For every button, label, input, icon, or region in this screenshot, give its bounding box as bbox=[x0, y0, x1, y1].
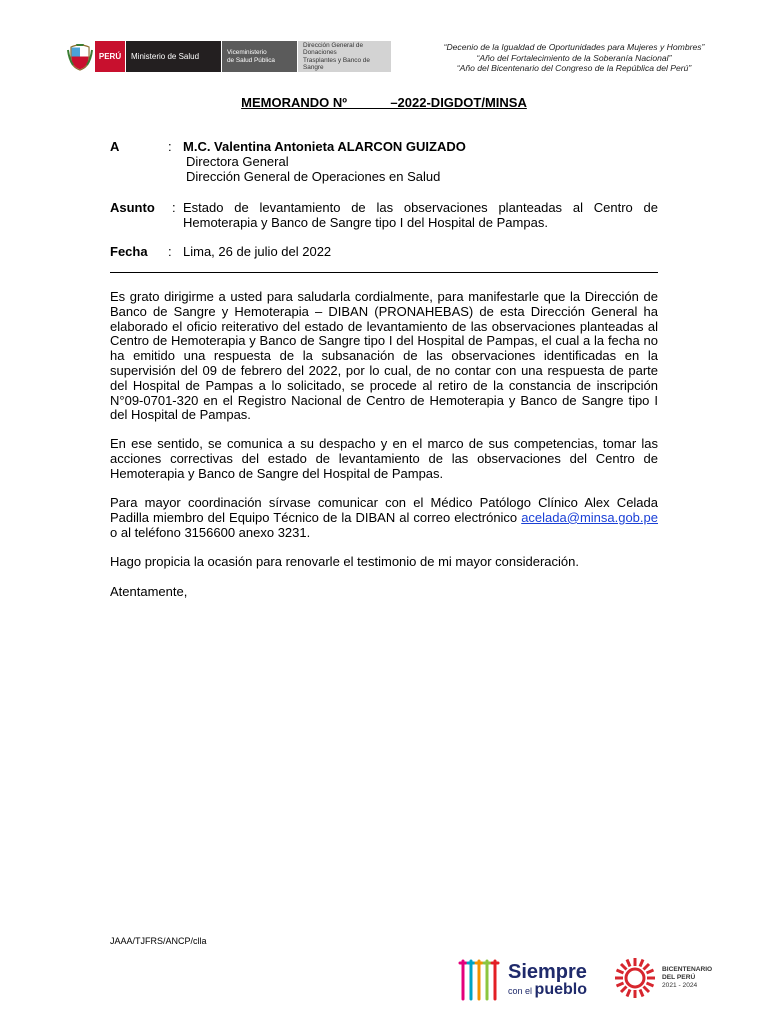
recipient-office: Dirección General de Operaciones en Salud bbox=[186, 169, 441, 184]
date-value: Lima, 26 de julio del 2022 bbox=[183, 244, 332, 259]
bicent-line: BICENTENARIO bbox=[662, 966, 713, 973]
email-link[interactable]: acelada@minsa.gob.pe bbox=[521, 509, 658, 525]
recipient-name: M.C. Valentina Antonieta ALARCON GUIZADO bbox=[183, 139, 466, 154]
colorful-figures-icon bbox=[458, 957, 502, 1003]
government-header bbox=[67, 41, 391, 72]
body-paragraph-4: Hago propicia la ocasión para renovarle el testimonio de mi mayor consideración. bbox=[110, 554, 579, 569]
con-el-word: con el bbox=[508, 986, 533, 996]
paragraph-text: Para mayor coordinación sírvase comunicar con el Médico Patólogo Clínico Alex Celada Padilla miembro del Equipo Técnico de la DIBAN al correo electrónico bbox=[110, 495, 658, 525]
pueblo-word: pueblo bbox=[534, 981, 587, 998]
body-paragraph-2: En ese sentido, se comunica a su despacho y en el marco de sus competencias, tomar las acciones correctivas del estado de levantamiento de las observaciones del Centro de Hemoterapia y Banco de Sangre del Hospital de Pampas. bbox=[110, 436, 658, 481]
subject-label: Asunto bbox=[110, 200, 155, 215]
memo-title: MEMORANDO Nº –2022-DIGDOT/MINSA bbox=[241, 95, 527, 110]
recipient-block bbox=[183, 139, 658, 184]
peru-flag-block: PERÚ bbox=[95, 41, 125, 72]
ministry-label: Ministerio de Salud bbox=[125, 41, 221, 72]
bicent-years: 2021 - 2024 bbox=[662, 982, 698, 989]
reference-initials: JAAA/TJFRS/ANCP/clla bbox=[110, 936, 207, 946]
coat-of-arms-icon bbox=[67, 41, 93, 72]
vice-line: Viceministerio bbox=[227, 49, 267, 57]
bicentenario-text bbox=[662, 966, 712, 990]
colon: : bbox=[172, 200, 176, 215]
date-label: Fecha bbox=[110, 244, 148, 259]
bicentenario-logo bbox=[613, 955, 731, 1001]
body-paragraph-3 bbox=[110, 496, 658, 540]
header-separator bbox=[110, 272, 658, 273]
paragraph-text: o al teléfono 3156600 anexo 3231. bbox=[110, 524, 311, 540]
decree-line: “Año del Fortalecimiento de la Soberanía Nacional” bbox=[476, 52, 672, 63]
siempre-word: Siempre bbox=[508, 961, 587, 983]
decree-line: “Año del Bicentenario del Congreso de la República del Perú” bbox=[456, 63, 692, 73]
colon: : bbox=[168, 139, 172, 154]
vice-ministry-label bbox=[221, 41, 297, 72]
vice-line: de Salud Pública bbox=[227, 56, 275, 64]
subject-text: Estado de levantamiento de las observaciones planteadas al Centro de Hemoterapia y Banco de Sangre tipo I del Hospital de Pampas. bbox=[183, 200, 658, 230]
direction-label bbox=[297, 41, 391, 72]
recipient-position: Directora General bbox=[186, 154, 289, 169]
siempre-con-el-pueblo-logo bbox=[458, 956, 592, 1004]
bicentenario-sun-icon bbox=[613, 956, 657, 1000]
body-paragraph-1: Es grato dirigirme a usted para saludarla cordialmente, para manifestarle que la Dirección de Banco de Sangre y Hemoterapia – DIBAN (PRONAHEBAS) de esta Dirección General ha elaborado el oficio reiterativo del estado de levantamiento de las observaciones planteadas al Centro de Hemoterapia y Banco de Sangre tipo I del Hospital de Pampas, el cual a la fecha no ha emitido una respuesta de la subsanación de las observaciones identificadas en la supervisión del 09 de febrero del 2022, por lo cual, de no contar con una respuesta de parte del Hospital de Pampas a lo solicitado, se procede al retiro de la constancia de inscripción N°09-0701-320 en el Registro Nacional de Centro de Hemoterapia y Banco de Sangre tipo I del Hospital de Pampas. bbox=[110, 289, 658, 423]
direction-line: Dirección General de Donaciones bbox=[303, 41, 364, 57]
recipient-label: A bbox=[110, 139, 120, 154]
bicent-line: DEL PERÚ bbox=[662, 974, 696, 981]
siempre-text bbox=[508, 962, 587, 998]
decree-mottos bbox=[424, 42, 724, 74]
colon: : bbox=[168, 244, 172, 259]
decree-line: “Decenio de la Igualdad de Oportunidades para Mujeres y Hombres” bbox=[443, 42, 705, 52]
closing-text: Atentamente, bbox=[110, 584, 188, 599]
direction-line: Trasplantes y Banco de Sangre bbox=[303, 56, 370, 71]
